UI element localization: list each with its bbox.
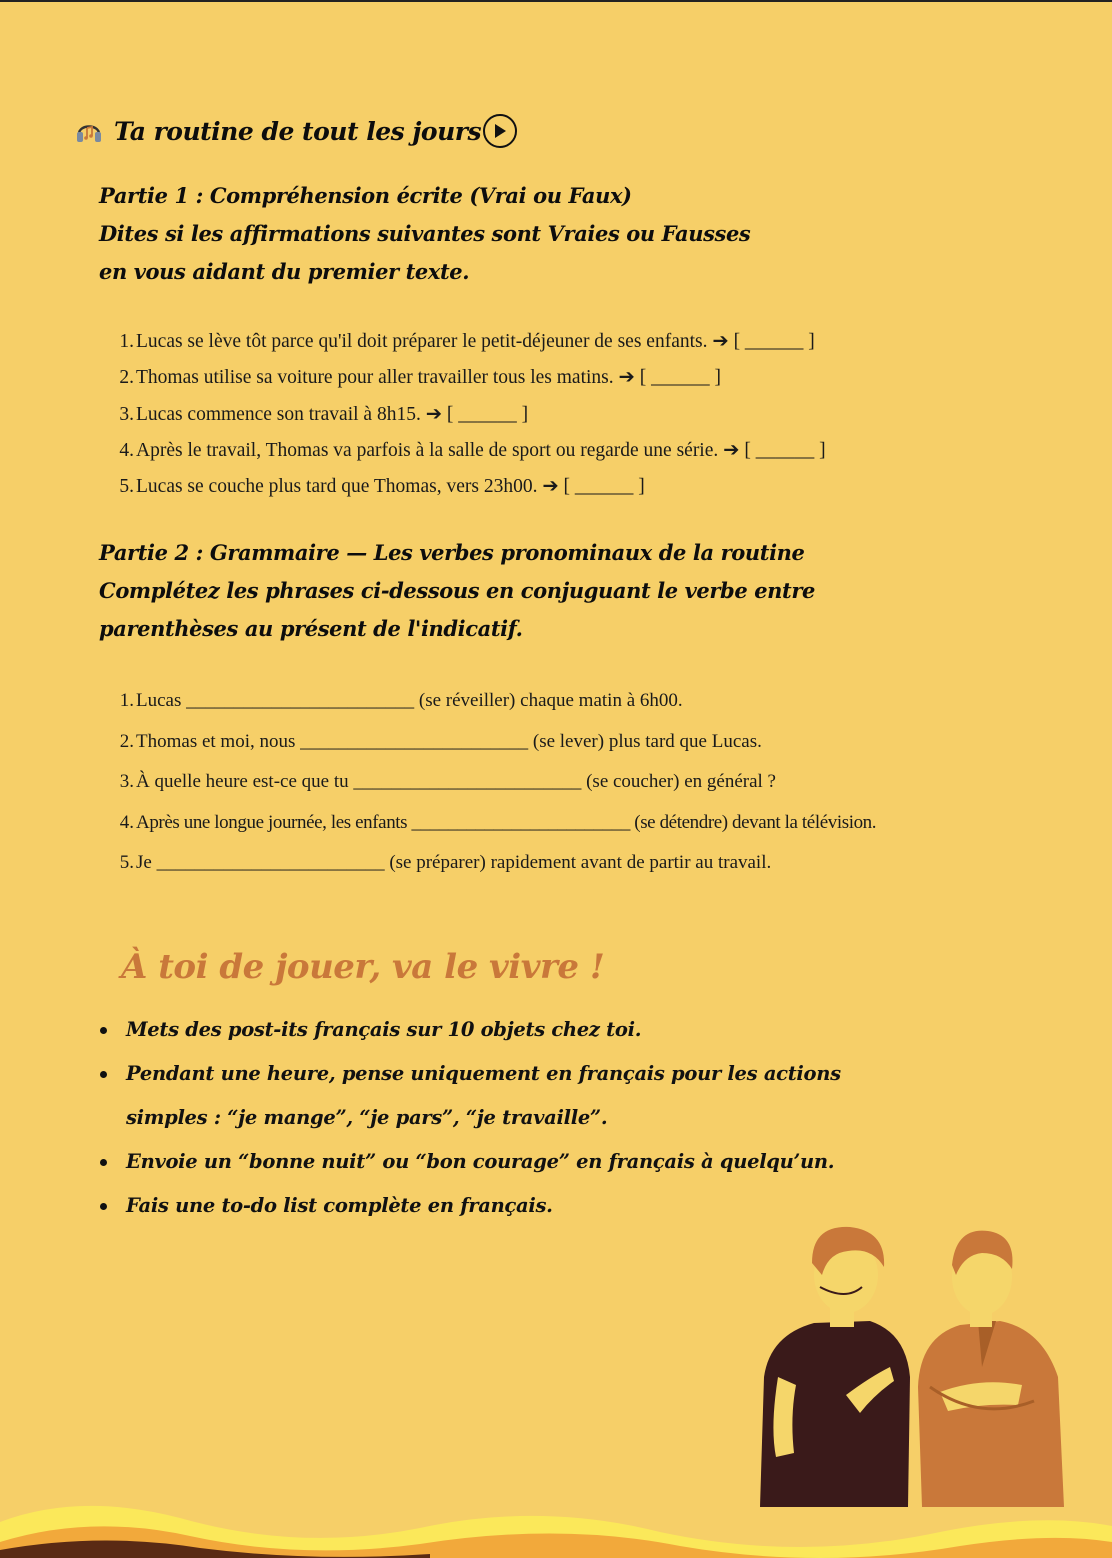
item-number: 5. bbox=[119, 852, 134, 873]
item-text: Thomas utilise sa voiture pour aller travailler tous les matins. ➔ [ ______ ] bbox=[136, 367, 721, 389]
list-item: Mets des post-its français sur 10 objets chez toi. bbox=[100, 1008, 841, 1052]
list-item bbox=[116, 762, 876, 803]
item-number: 4. bbox=[119, 439, 134, 461]
list-item bbox=[116, 803, 876, 844]
title-row bbox=[74, 114, 517, 148]
list-item bbox=[116, 469, 826, 505]
list-item bbox=[116, 722, 876, 763]
part1-heading-line: Partie 1 : Compréhension écrite (Vrai ou Faux) bbox=[99, 183, 632, 208]
part1-heading-line: Dites si les affirmations suivantes sont Vraies ou Fausses bbox=[99, 221, 751, 246]
item-number: 3. bbox=[119, 771, 134, 792]
part2-heading-line: parenthèses au présent de l'indicatif. bbox=[99, 616, 523, 641]
part1-heading-line: en vous aidant du premier texte. bbox=[99, 259, 470, 284]
item-text: Après une longue journée, les enfants ________________________ (se détendre) devant la télévision. bbox=[136, 811, 877, 833]
item-text: Je ________________________ (se préparer) rapidement avant de partir au travail. bbox=[136, 852, 772, 873]
item-text: Lucas ________________________ (se réveiller) chaque matin à 6h00. bbox=[136, 690, 683, 711]
item-number: 2. bbox=[119, 730, 134, 752]
item-text: Lucas commence son travail à 8h15. ➔ [ ______ ] bbox=[136, 403, 529, 425]
part2-heading-line: Partie 2 : Grammaire — Les verbes pronominaux de la routine bbox=[99, 540, 805, 565]
part2-heading-line: Complétez les phrases ci-dessous en conjuguant le verbe entre bbox=[99, 578, 815, 603]
man-right bbox=[918, 1231, 1064, 1507]
part2-heading bbox=[99, 534, 815, 648]
list-item: Pendant une heure, pense uniquement en français pour les actions bbox=[100, 1052, 841, 1096]
part1-heading bbox=[99, 177, 750, 291]
list-item bbox=[116, 360, 826, 396]
list-item bbox=[116, 433, 826, 469]
item-text: Lucas se couche plus tard que Thomas, vers 23h00. ➔ [ ______ ] bbox=[136, 476, 645, 498]
item-number: 1. bbox=[119, 331, 134, 352]
item-number: 3. bbox=[119, 403, 134, 425]
item-number: 4. bbox=[119, 811, 134, 833]
list-item bbox=[116, 397, 826, 433]
item-number: 1. bbox=[119, 690, 134, 711]
item-number: 5. bbox=[119, 476, 134, 498]
page-title: Ta routine de tout les jours bbox=[114, 116, 482, 146]
play-button[interactable] bbox=[483, 114, 517, 148]
item-number: 2. bbox=[119, 367, 134, 389]
list-item bbox=[116, 681, 876, 722]
item-text: À quelle heure est-ce que tu ________________________ (se coucher) en général ? bbox=[136, 771, 776, 792]
two-men-illustration bbox=[750, 1217, 1080, 1507]
grammar-list bbox=[116, 681, 876, 884]
play-icon bbox=[493, 123, 507, 139]
item-text: Après le travail, Thomas va parfois à la salle de sport ou regarde une série. ➔ [ ______ ] bbox=[136, 439, 826, 461]
list-item bbox=[116, 843, 876, 884]
item-text: Thomas et moi, nous ________________________ (se lever) plus tard que Lucas. bbox=[136, 730, 762, 752]
list-item: Fais une to-do list complète en français. bbox=[100, 1184, 841, 1228]
true-false-list bbox=[116, 324, 826, 505]
list-item-continuation: simples : “je mange”, “je pars”, “je travaille”. bbox=[126, 1106, 608, 1129]
headphones-icon bbox=[74, 116, 104, 146]
item-text: Lucas se lève tôt parce qu'il doit préparer le petit-déjeuner de ses enfants. ➔ [ ______ ] bbox=[136, 331, 815, 352]
challenge-list bbox=[100, 1008, 841, 1228]
man-left bbox=[760, 1227, 910, 1507]
list-item: Envoie un “bonne nuit” ou “bon courage” en français à quelqu’un. bbox=[100, 1140, 841, 1184]
cta-heading: À toi de jouer, va le vivre ! bbox=[121, 947, 605, 987]
list-item bbox=[116, 324, 826, 360]
decorative-waves bbox=[0, 1492, 1112, 1558]
